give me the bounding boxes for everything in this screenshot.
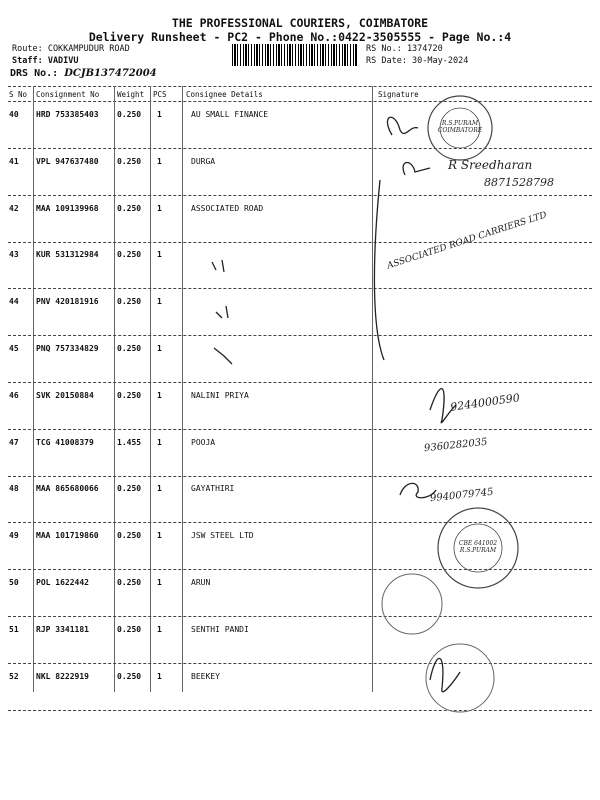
- cell-pcs: 1: [157, 344, 162, 353]
- cell-consignment: NKL 8222919: [36, 672, 89, 681]
- staff-label: Staff: VADIVU: [12, 56, 79, 66]
- cell-sno: 43: [9, 250, 19, 259]
- cell-consignment: KUR 531312984: [36, 250, 99, 259]
- cell-consignment: POL 1622442: [36, 578, 89, 587]
- cell-weight: 0.250: [117, 344, 142, 353]
- cell-sno: 45: [9, 344, 19, 353]
- runsheet-title: Delivery Runsheet - PC2 - Phone No.:0422-3505555 - Page No.:4: [88, 30, 512, 44]
- cell-weight: 0.250: [117, 204, 142, 213]
- cell-sno: 52: [9, 672, 19, 681]
- cell-sno: 44: [9, 297, 19, 306]
- cell-consignment: MAA 101719860: [36, 531, 99, 540]
- cell-sno: 47: [9, 438, 19, 447]
- cell-weight: 0.250: [117, 157, 142, 166]
- cell-sno: 50: [9, 578, 19, 587]
- cell-consignee: ARUN: [191, 578, 211, 587]
- cell-weight: 0.250: [117, 250, 142, 259]
- cell-weight: 0.250: [117, 531, 142, 540]
- signature-52: [430, 658, 460, 691]
- drs-label: DRS No.:: [10, 68, 59, 79]
- cell-consignee: NALINI PRIYA: [191, 391, 249, 400]
- handwritten-phone-46: 9244000590: [449, 391, 521, 414]
- company-title: THE PROFESSIONAL COURIERS, COIMBATORE: [171, 16, 429, 30]
- tick-mark-43: [212, 260, 224, 272]
- tick-mark-45: [214, 348, 232, 364]
- cell-pcs: 1: [157, 438, 162, 447]
- cell-weight: 0.250: [117, 625, 142, 634]
- cell-consignee: JSW STEEL LTD: [191, 531, 254, 540]
- cell-pcs: 1: [157, 531, 162, 540]
- cell-sno: 40: [9, 110, 19, 119]
- stamp-51: [382, 574, 442, 634]
- cell-weight: 0.250: [117, 391, 142, 400]
- cell-consignee: DURGA: [191, 157, 216, 166]
- cell-sno: 46: [9, 391, 19, 400]
- rs-date: RS Date: 30-May-2024: [366, 56, 469, 66]
- cell-pcs: 1: [157, 250, 162, 259]
- col-signature-header: Signature: [378, 90, 419, 99]
- drs-value: DCJB137472004: [64, 68, 157, 79]
- cell-pcs: 1: [157, 672, 162, 681]
- cell-consignment: VPL 947637480: [36, 157, 99, 166]
- cell-consignee: ASSOCIATED ROAD: [191, 204, 264, 213]
- stamp-text-associated: ASSOCIATED ROAD CARRIERS LTD: [386, 210, 549, 272]
- col-sno-header: S No: [9, 90, 28, 99]
- cell-weight: 0.250: [117, 484, 142, 493]
- stamp-52: [426, 644, 494, 712]
- cell-consignment: PNV 420181916: [36, 297, 99, 306]
- signature-41: [403, 163, 430, 175]
- cell-consignment: RJP 3341181: [36, 625, 89, 634]
- col-consignee-header: Consignee Details: [186, 90, 263, 99]
- cell-weight: 0.250: [117, 578, 142, 587]
- cell-sno: 41: [9, 157, 19, 166]
- cell-pcs: 1: [157, 484, 162, 493]
- cell-sno: 48: [9, 484, 19, 493]
- cell-pcs: 1: [157, 625, 162, 634]
- handwritten-phone-41: 8871528798: [484, 176, 554, 189]
- col-pcs-header: PCS: [153, 90, 167, 99]
- cell-consignment: HRD 753385403: [36, 110, 99, 119]
- cell-consignment: SVK 20150884: [36, 391, 94, 400]
- cell-pcs: 1: [157, 204, 162, 213]
- cell-sno: 49: [9, 531, 19, 540]
- cell-consignee: SENTHI PANDI: [191, 625, 249, 634]
- signature-40: [387, 117, 418, 135]
- cell-consignment: MAA 109139968: [36, 204, 99, 213]
- cell-consignment: TCG 41008379: [36, 438, 94, 447]
- cell-consignee: GAYATHIRI: [191, 484, 235, 493]
- handwritten-phone-48: 9940079745: [429, 486, 495, 505]
- tick-mark-44: [216, 306, 228, 318]
- cell-weight: 0.250: [117, 110, 142, 119]
- cell-weight: 0.250: [117, 672, 142, 681]
- cell-weight: 1.455: [117, 438, 142, 447]
- handwritten-name-41: R Sreedharan: [448, 158, 533, 172]
- route-label: Route: COKKAMPUDUR ROAD: [12, 44, 130, 54]
- cell-consignee: POOJA: [191, 438, 216, 447]
- cell-sno: 51: [9, 625, 19, 634]
- cell-weight: 0.250: [117, 297, 142, 306]
- cell-consignee: BEEKEY: [191, 672, 220, 681]
- cell-pcs: 1: [157, 110, 162, 119]
- cell-sno: 42: [9, 204, 19, 213]
- handwritten-phone-47: 9360282035: [423, 436, 489, 455]
- cell-pcs: 1: [157, 391, 162, 400]
- cell-consignment: PNQ 757334829: [36, 344, 99, 353]
- col-consignment-header: Consignment No: [36, 90, 100, 99]
- cell-pcs: 1: [157, 297, 162, 306]
- cell-pcs: 1: [157, 157, 162, 166]
- col-weight-header: Weight: [117, 90, 145, 99]
- bracket-stroke: [374, 180, 384, 360]
- rs-number: RS No.: 1374720: [366, 44, 443, 54]
- cell-pcs: 1: [157, 578, 162, 587]
- cell-consignment: MAA 865680066: [36, 484, 99, 493]
- stamp-text-rs-puram: R.S.PURAM COIMBATORE: [437, 120, 483, 134]
- cell-consignee: AU SMALL FINANCE: [191, 110, 269, 119]
- stamp-text-cbe: CBE 641002 R.S.PURAM: [458, 540, 498, 554]
